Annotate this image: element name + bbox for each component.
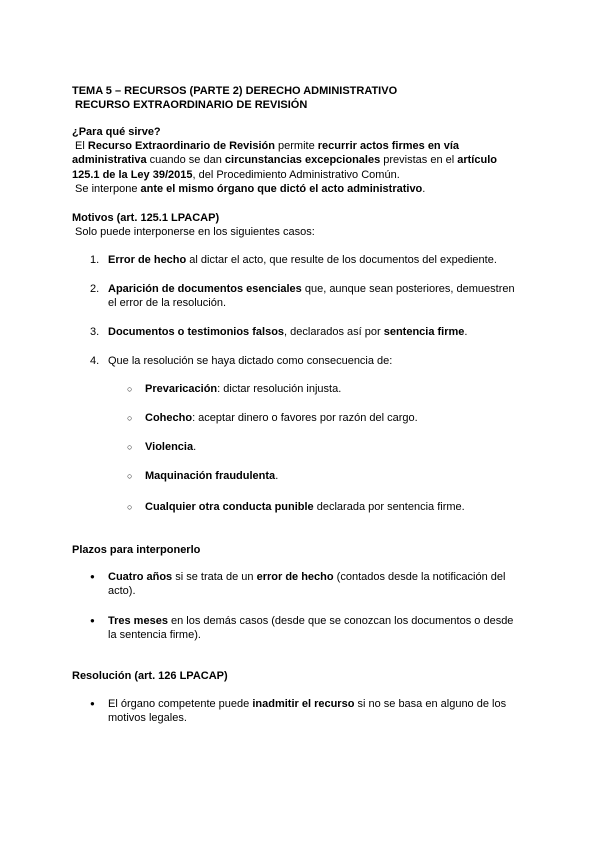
title-line-1: TEMA 5 – RECURSOS (PARTE 2) DERECHO ADMINISTRATIVO: [72, 85, 398, 97]
sub-bullet-icon: ○: [127, 384, 133, 394]
motivo-item-2: Aparición de documentos esenciales que, aunque sean posteriores, demuestren: [108, 283, 515, 295]
section-heading-para-que: ¿Para qué sirve?: [72, 126, 161, 138]
resolucion-item-1: El órgano competente puede inadmitir el recurso si no se basa en alguno de los: [108, 698, 507, 710]
section-heading-motivos: Motivos (art. 125.1 LPACAP): [72, 212, 220, 224]
resolucion-item-1-cont: motivos legales.: [108, 712, 187, 724]
plazos-item-2: Tres meses en los demás casos (desde que se conozcan los documentos o desde: [108, 615, 514, 627]
list-number: 1.: [90, 254, 100, 266]
motivo-item-3: Documentos o testimonios falsos, declarados así por sentencia firme.: [108, 326, 468, 338]
sub-item-violencia: Violencia.: [145, 441, 197, 453]
sub-item-maquinacion: Maquinación fraudulenta.: [145, 470, 279, 482]
sub-bullet-icon: ○: [127, 413, 133, 423]
motivo-item-2-cont: el error de la resolución.: [108, 297, 227, 309]
title-line-2: RECURSO EXTRAORDINARIO DE REVISIÓN: [72, 99, 308, 111]
list-number: 4.: [90, 355, 100, 367]
bullet-icon: ●: [90, 616, 95, 625]
section-heading-resolucion: Resolución (art. 126 LPACAP): [72, 670, 228, 682]
para-que-line-1: El Recurso Extraordinario de Revisión permite recurrir actos firmes en vía: [72, 140, 460, 152]
bullet-icon: ●: [90, 572, 95, 581]
plazos-item-1-cont: acto).: [108, 585, 136, 597]
list-number: 3.: [90, 326, 100, 338]
sub-item-prevaricacion: Prevaricación: dictar resolución injusta.: [145, 383, 342, 395]
sub-item-otra-conducta: Cualquier otra conducta punible declarada por sentencia firme.: [145, 501, 465, 513]
sub-bullet-icon: ○: [127, 442, 133, 452]
sub-item-cohecho: Cohecho: aceptar dinero o favores por razón del cargo.: [145, 412, 418, 424]
motivo-item-1: Error de hecho al dictar el acto, que resulte de los documentos del expediente.: [108, 254, 497, 266]
para-que-line-2: administrativa cuando se dan circunstancias excepcionales previstas en el artículo: [72, 154, 497, 166]
plazos-item-2-cont: la sentencia firme).: [108, 629, 201, 641]
sub-bullet-icon: ○: [127, 502, 133, 512]
para-que-line-4: Se interpone ante el mismo órgano que dictó el acto administrativo.: [72, 183, 426, 195]
para-que-line-3: 125.1 de la Ley 39/2015, del Procedimiento Administrativo Común.: [72, 169, 400, 181]
sub-bullet-icon: ○: [127, 471, 133, 481]
section-heading-plazos: Plazos para interponerlo: [72, 544, 201, 556]
plazos-item-1: Cuatro años si se trata de un error de hecho (contados desde la notificación del: [108, 571, 506, 583]
list-number: 2.: [90, 283, 100, 295]
bullet-icon: ●: [90, 699, 95, 708]
motivos-intro: Solo puede interponerse en los siguientes casos:: [72, 226, 315, 238]
motivo-item-4: Que la resolución se haya dictado como consecuencia de:: [108, 355, 393, 367]
